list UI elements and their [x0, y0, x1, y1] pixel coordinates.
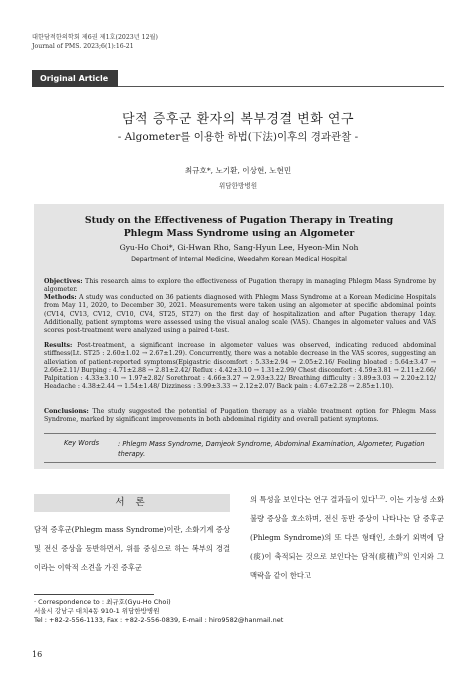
methods-label: Methods:: [44, 294, 77, 301]
introduction-left-column: 담적 증후군(Phlegm mass Syndrome)이란, 소화기계 증상 및 전신 증상을 동반하면서, 위를 중심으로 하는 복부의 경결이라는 이학적 소견을 가진 증후군: [34, 525, 230, 572]
results-label: Results:: [44, 342, 73, 349]
korean-subtitle: - Algometer를 이용한 하법(下法)이후의 경과관찰 -: [117, 131, 359, 143]
badge-rule: [118, 86, 444, 87]
journal-citation: Journal of PMS. 2023;6(1):16-21: [32, 43, 134, 50]
journal-name-korean: 대한담적한의학회 제6권 제1호(2023년 12월): [32, 34, 158, 41]
korean-authors: 최규호*, 노기환, 이상현, 노현민: [184, 166, 292, 175]
correspondence-rule: [34, 594, 154, 595]
journal-header: [32, 33, 158, 51]
right-text-a: 의 특성을 보인다는 연구 결과들이 있다: [250, 495, 376, 504]
abstract-methods: [44, 294, 436, 335]
english-authors: Gyu-Ho Choi*, Gi-Hwan Rho, Sang-Hyun Lee, Hyeon-Min Noh: [119, 243, 359, 252]
keywords-label: Key Words: [64, 439, 100, 447]
conclusions-text: The study suggested the potential of Pugation therapy as a viable treatment option for Phlegm Mass Syndrome, marked by significant improvements in both abdominal rigidity and overall patient symptoms.: [44, 408, 436, 424]
article-type-badge: Original Article: [32, 70, 118, 87]
results-text: Post-treatment, a significant increase in algometer values was observed, indicating reduced abdominal stiffness(Lt. ST25 : 2.60±1.02 → 2.67±1.29). Concurrently, there was a notable decrease in the VAS scores, suggesting an alleviation of patient-reported symptoms(Epigastric discomfort : 5.33±2.94 → 2.05±2.16/ Feeling bloated : 5.64±3.47 → 2.66±2.11/ Burping : 4.71±2.88 → 2.81±2.42/ Reflux : 4.42±3.10 → 1.31±2.99/ Chest discomfort : 4.59±3.81 → 2.11±2.66/ Palpitation : 4.33±3.10 → 1.97±2.82/ Sorethroat : 4.66±3.27 → 2.93±3.22/ Breathing difficulty : 3.89±3.03 → 2.20±2.12/ Headache : 4.38±2.44 → 1.54±1.48/ Dizziness : 3.99±3.33 → 2.12±2.07/ Back pain : 4.67±2.28 → 2.85±1.10).: [44, 342, 436, 391]
citation-superscript-2: 3): [397, 551, 403, 558]
correspondence-contact: Tel : +82-2-556-1133, Fax : +82-2-556-0839, E-mail : hiro9582@hanmail.net: [34, 616, 284, 624]
methods-text: A study was conducted on 36 patients diagnosed with Phlegm Mass Syndrome at a Korean Medicine Hospitals from May 11, 2020, to December 30, 2021. Measurements were taken using an algometer at specific abdominal points (CV14, CV13, CV12, CV10, CV4, ST25, ST27) on the first day of hospitalization and after Pugation therapy 1day. Additionally, patient symptoms were assessed using the visual analog scale (VAS). Changes in algometer values and VAS scores post-treatment were analyzed using a paired t-test.: [44, 294, 436, 335]
english-department: Department of Internal Medicine, Weedahm Korean Medical Hospital: [131, 256, 347, 263]
english-title: Study on the Effectiveness of Pugation Therapy in Treating Phlegm Mass Syndrome using an Algometer: [84, 215, 394, 239]
citation-superscript: 1,2): [375, 494, 385, 501]
objectives-label: Objectives:: [44, 278, 83, 285]
objectives-text: This research aims to explore the effectiveness of Pugation therapy in managing Phlegm Mass Syndrome by algometer.: [44, 278, 436, 294]
right-text-b: . 이는 기능성 소화불량 증상을 호소하며, 전신 동반 증상이 나타나는 담 증후군(Phlegm Syndrome)의 또 다른 형태인, 소화기 외벽에 담(痰)이 축적되는 것으로 보인다는 담적(痰積): [250, 495, 444, 561]
korean-title: 담적 증후군 환자의 복부경결 변화 연구: [121, 112, 355, 127]
right-text-c: 의 인지와 그 맥락을 같이 한다고: [250, 552, 444, 580]
introduction-heading: 서 론: [34, 494, 230, 512]
abstract-objectives: [44, 278, 436, 295]
keywords-text: : Phlegm Mass Syndrome, Damjeok Syndrome, Abdominal Examination, Algometer, Pugation therapy.: [118, 440, 425, 458]
abstract-results: [44, 342, 436, 392]
introduction-right-column: [250, 490, 444, 585]
page-number: 16: [32, 650, 43, 659]
abstract-conclusions: [44, 408, 436, 425]
keywords-rule-top: [44, 433, 436, 434]
keywords-rule-bottom: [44, 462, 436, 463]
conclusions-label: Conclusions:: [44, 408, 89, 415]
korean-affiliation: 위담한방병원: [218, 182, 258, 190]
correspondence-name: · Correspondence to : 최규호(Gyu-Ho Choi): [34, 598, 171, 606]
correspondence-address: 서울시 강남구 대치4동 910-1 위담한방병원: [34, 607, 160, 615]
